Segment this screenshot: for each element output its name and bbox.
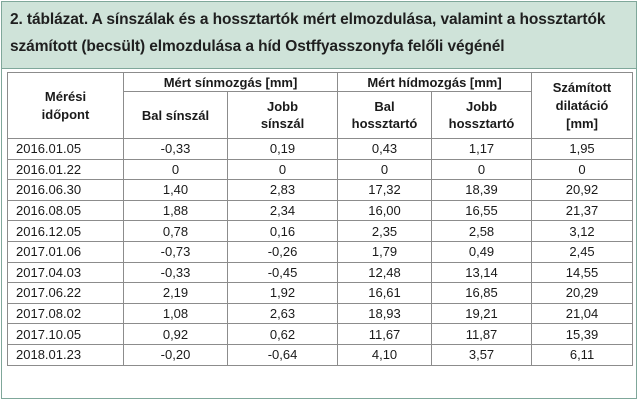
cell-right-rail: -0,64 <box>228 344 338 365</box>
cell-date: 2016.12.05 <box>8 221 124 242</box>
cell-right-rail: 2,34 <box>228 200 338 221</box>
table-body <box>8 139 633 366</box>
cell-right-rail: -0,26 <box>228 241 338 262</box>
cell-calc: 21,37 <box>532 200 633 221</box>
cell-right-beam: 16,85 <box>432 283 532 304</box>
cell-left-beam: 18,93 <box>338 303 432 324</box>
caption-line-1: 2. táblázat. A sínszálak és a hossztartók mért elmozdulása, valamint a hossztartók <box>10 11 606 28</box>
cell-calc: 0 <box>532 159 633 180</box>
cell-right-rail: 0,62 <box>228 324 338 345</box>
cell-right-rail: 0,16 <box>228 221 338 242</box>
table-row <box>8 303 633 324</box>
cell-right-beam: 1,17 <box>432 139 532 160</box>
cell-calc: 1,95 <box>532 139 633 160</box>
cell-right-beam: 16,55 <box>432 200 532 221</box>
cell-left-beam: 0,43 <box>338 139 432 160</box>
cell-left-beam: 11,67 <box>338 324 432 345</box>
header-calc-line1: Számított <box>552 79 612 95</box>
table-row <box>8 344 633 365</box>
cell-right-rail: 2,63 <box>228 303 338 324</box>
cell-left-beam: 4,10 <box>338 344 432 365</box>
cell-calc: 20,92 <box>532 180 633 201</box>
cell-right-beam: 19,21 <box>432 303 532 324</box>
table-row <box>8 139 633 160</box>
cell-left-rail: 0 <box>124 159 228 180</box>
cell-date: 2017.08.02 <box>8 303 124 324</box>
header-calc-line2: dilatáció <box>555 97 609 113</box>
cell-right-beam: 0,49 <box>432 241 532 262</box>
cell-left-beam: 17,32 <box>338 180 432 201</box>
cell-left-rail: -0,33 <box>124 139 228 160</box>
header-right-beam <box>432 92 532 139</box>
header-measure-time-line1: Mérési <box>44 88 87 104</box>
header-right-rail-line2: sínszál <box>260 116 305 131</box>
header-right-beam-line1: Jobb <box>465 99 498 114</box>
cell-left-rail: -0,20 <box>124 344 228 365</box>
cell-calc: 14,55 <box>532 262 633 283</box>
measurement-table <box>7 72 633 366</box>
cell-date: 2016.06.30 <box>8 180 124 201</box>
cell-right-rail: 1,92 <box>228 283 338 304</box>
header-left-beam-line2: hossztartó <box>351 116 418 131</box>
cell-date: 2016.08.05 <box>8 200 124 221</box>
cell-left-rail: -0,73 <box>124 241 228 262</box>
cell-right-rail: 0,19 <box>228 139 338 160</box>
table-row <box>8 159 633 180</box>
table-row <box>8 221 633 242</box>
cell-right-rail: 2,83 <box>228 180 338 201</box>
table-frame <box>1 1 637 399</box>
header-measure-time <box>8 73 124 139</box>
cell-left-beam: 1,79 <box>338 241 432 262</box>
cell-calc: 3,12 <box>532 221 633 242</box>
cell-calc: 21,04 <box>532 303 633 324</box>
cell-left-rail: 2,19 <box>124 283 228 304</box>
cell-left-beam: 16,00 <box>338 200 432 221</box>
cell-date: 2017.10.05 <box>8 324 124 345</box>
cell-right-beam: 2,58 <box>432 221 532 242</box>
header-measure-time-line2: időpont <box>41 106 90 122</box>
cell-right-beam: 13,14 <box>432 262 532 283</box>
cell-date: 2018.01.23 <box>8 344 124 365</box>
cell-right-beam: 3,57 <box>432 344 532 365</box>
cell-left-beam: 0 <box>338 159 432 180</box>
caption-line-2: számított (becsült) elmozdulása a híd Ostffyasszonyfa felőli végénél <box>10 38 505 55</box>
header-right-rail <box>228 92 338 139</box>
cell-calc: 20,29 <box>532 283 633 304</box>
header-right-rail-line1: Jobb <box>266 99 299 114</box>
table-row <box>8 324 633 345</box>
header-right-beam-line2: hossztartó <box>448 116 515 131</box>
cell-calc: 15,39 <box>532 324 633 345</box>
header-bridge-group: Mért hídmozgás [mm] <box>338 73 532 92</box>
cell-right-beam: 0 <box>432 159 532 180</box>
cell-left-rail: 1,88 <box>124 200 228 221</box>
header-rail-group: Mért sínmozgás [mm] <box>124 73 338 92</box>
header-calculated-dilation <box>532 73 633 139</box>
table-caption <box>2 2 636 69</box>
cell-left-beam: 12,48 <box>338 262 432 283</box>
cell-calc: 2,45 <box>532 241 633 262</box>
cell-right-beam: 18,39 <box>432 180 532 201</box>
cell-right-rail: -0,45 <box>228 262 338 283</box>
cell-calc: 6,11 <box>532 344 633 365</box>
cell-date: 2016.01.22 <box>8 159 124 180</box>
header-calc-line3: [mm] <box>566 115 598 131</box>
cell-date: 2016.01.05 <box>8 139 124 160</box>
cell-left-rail: 0,92 <box>124 324 228 345</box>
table-row <box>8 283 633 304</box>
table-header <box>8 73 633 139</box>
header-left-beam <box>338 92 432 139</box>
header-left-rail: Bal sínszál <box>124 92 228 139</box>
cell-right-beam: 11,87 <box>432 324 532 345</box>
table-row <box>8 241 633 262</box>
cell-left-rail: 1,40 <box>124 180 228 201</box>
cell-date: 2017.06.22 <box>8 283 124 304</box>
cell-date: 2017.04.03 <box>8 262 124 283</box>
table-row <box>8 200 633 221</box>
cell-left-beam: 16,61 <box>338 283 432 304</box>
cell-left-beam: 2,35 <box>338 221 432 242</box>
table-row <box>8 262 633 283</box>
cell-left-rail: -0,33 <box>124 262 228 283</box>
header-left-beam-line1: Bal <box>374 99 395 114</box>
cell-left-rail: 1,08 <box>124 303 228 324</box>
cell-date: 2017.01.06 <box>8 241 124 262</box>
table-row <box>8 180 633 201</box>
cell-right-rail: 0 <box>228 159 338 180</box>
cell-left-rail: 0,78 <box>124 221 228 242</box>
